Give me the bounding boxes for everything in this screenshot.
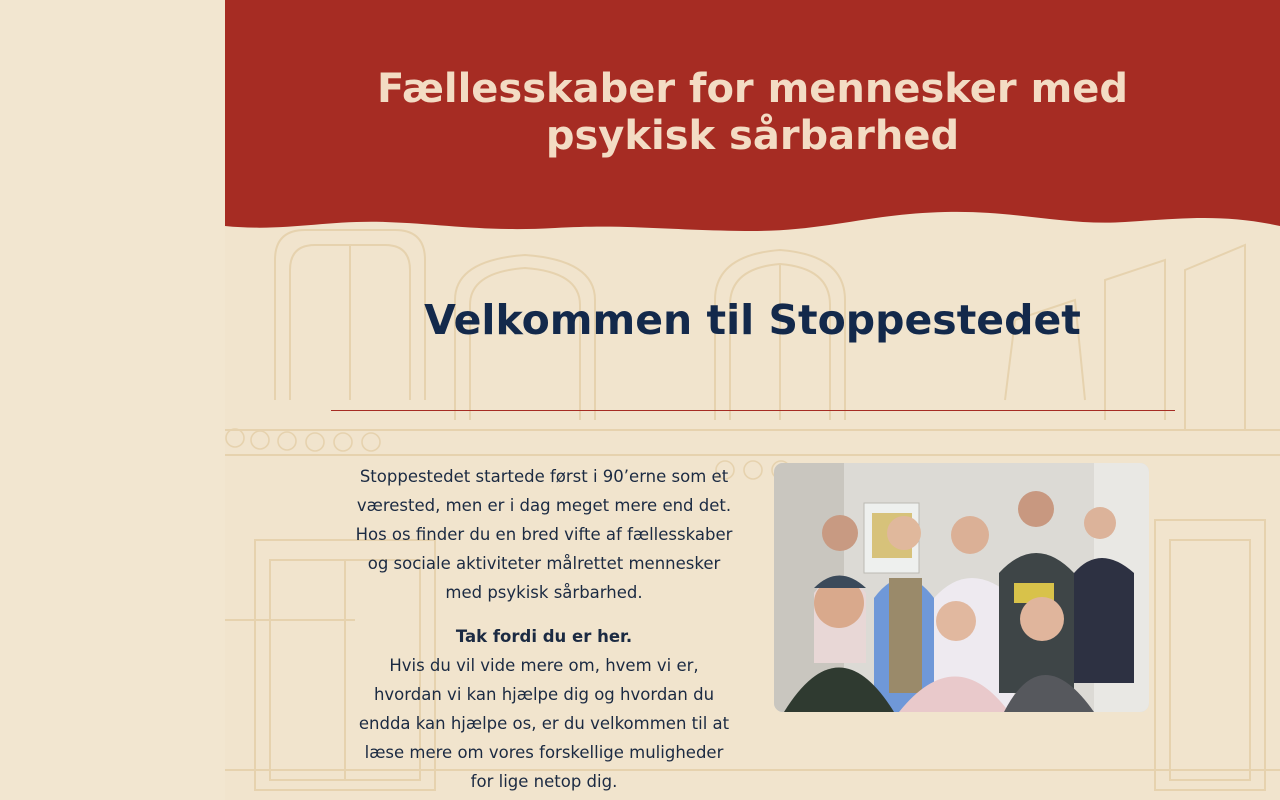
- main-content: [225, 0, 1280, 800]
- intro-text: [355, 462, 733, 800]
- section-divider: [331, 410, 1175, 411]
- welcome-heading: Velkommen til Stoppestedet: [424, 296, 1081, 344]
- hero-title-line2: psykisk sårbarhed: [545, 113, 960, 159]
- hero-title: [225, 66, 1280, 160]
- group-photo-illustration: [774, 463, 1149, 712]
- left-margin: [0, 0, 225, 800]
- group-photo: [774, 463, 1149, 712]
- thanks-text: Tak fordi du er her.: [455, 627, 633, 646]
- hero-banner: [225, 0, 1280, 240]
- thanks-paragraph: [355, 622, 733, 796]
- more-info-text: Hvis du vil vide mere om, hvem vi er, hvordan vi kan hjælpe dig og hvordan du endda kan hjælpe os, er du velkommen til at læse mere om vores forskellige muligheder for lige netop dig.: [358, 656, 730, 791]
- hero-title-line1: Fællesskaber for mennesker med: [376, 66, 1129, 112]
- intro-paragraph: Stoppestedet startede først i 90’erne som et værested, men er i dag meget mere end det. Hos os finder du en bred vifte af fællesskaber og sociale aktiviteter målrettet mennesker med psykisk sårbarhed.: [355, 467, 733, 602]
